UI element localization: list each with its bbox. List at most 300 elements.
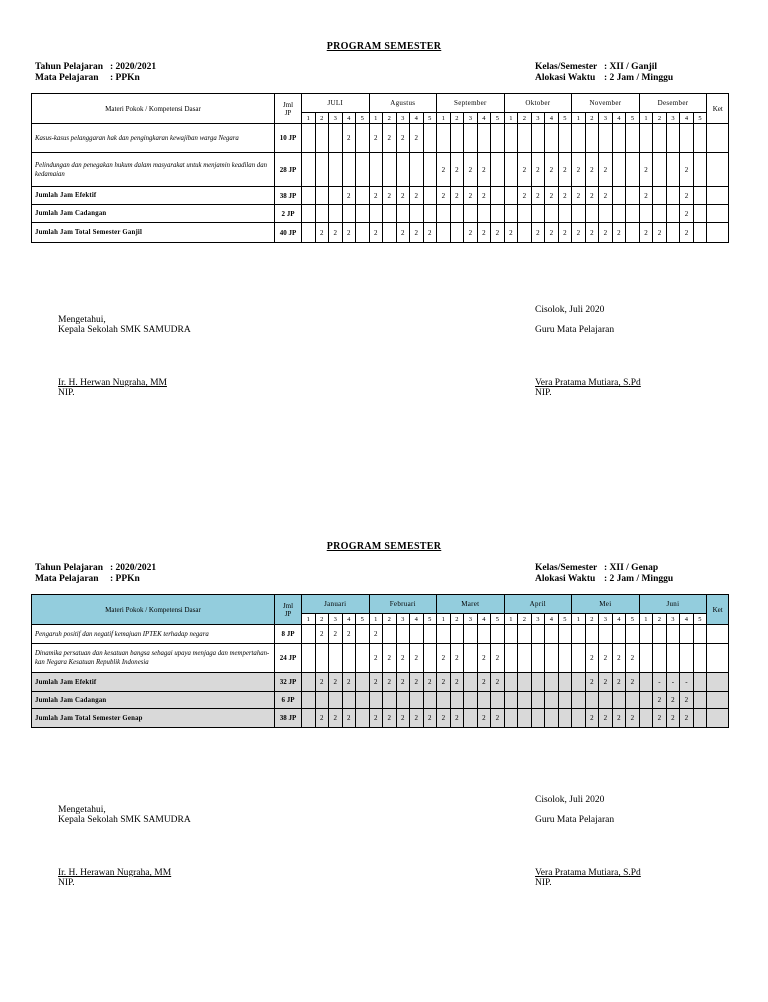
week-cell (558, 124, 572, 153)
week-cell: 2 (383, 124, 397, 153)
jml-jp-header (275, 595, 302, 625)
week-cell: 2 (329, 625, 343, 644)
week-cell (693, 124, 707, 153)
week-cell (491, 205, 505, 223)
week-cell: 2 (599, 709, 613, 728)
week-cell: 2 (315, 223, 329, 243)
materi-label: Pengaruh positif dan negatif kemajuan IPTEK terhadap negara (32, 625, 275, 644)
week-number: 2 (450, 614, 464, 625)
kepala-sekolah-label: Kepala Sekolah SMK SAMUDRA (58, 325, 191, 335)
week-cell (572, 124, 586, 153)
week-cell: 2 (464, 153, 478, 187)
week-cell (396, 625, 410, 644)
week-cell: 2 (491, 644, 505, 673)
table-header-row (32, 94, 729, 113)
week-cell (315, 153, 329, 187)
week-cell (585, 205, 599, 223)
week-cell (437, 124, 451, 153)
week-cell: 2 (437, 153, 451, 187)
week-cell (653, 625, 667, 644)
week-cell (369, 205, 383, 223)
week-cell (450, 205, 464, 223)
week-cell (342, 644, 356, 673)
week-number: 4 (680, 614, 694, 625)
week-cell (410, 153, 424, 187)
week-cell (315, 692, 329, 709)
week-cell: 2 (437, 709, 451, 728)
week-number: 2 (585, 614, 599, 625)
week-cell (572, 692, 586, 709)
week-cell (653, 153, 667, 187)
week-cell (477, 124, 491, 153)
week-cell: 2 (666, 692, 680, 709)
week-cell (666, 187, 680, 205)
week-number: 1 (504, 113, 518, 124)
week-number: 4 (410, 614, 424, 625)
week-cell (504, 124, 518, 153)
week-cell (504, 205, 518, 223)
week-cell (504, 673, 518, 692)
week-number: 1 (639, 614, 653, 625)
week-number: 3 (666, 614, 680, 625)
week-cell (599, 625, 613, 644)
week-cell: 2 (585, 644, 599, 673)
guru-name: Vera Pratama Mutiara, S.Pd (535, 378, 641, 388)
week-cell: 2 (450, 644, 464, 673)
guru-nip: NIP. (535, 878, 552, 888)
week-cell (572, 205, 586, 223)
week-number: 2 (653, 614, 667, 625)
week-cell: 2 (585, 223, 599, 243)
week-cell: 2 (437, 644, 451, 673)
week-cell: 2 (383, 187, 397, 205)
jp-label: JP (284, 108, 292, 117)
week-cell: 2 (599, 673, 613, 692)
week-cell: 2 (369, 709, 383, 728)
week-cell (545, 644, 559, 673)
week-number: 2 (518, 614, 532, 625)
jp-value: 40 JP (275, 223, 302, 243)
week-cell (315, 187, 329, 205)
week-cell (545, 205, 559, 223)
week-cell: 2 (342, 187, 356, 205)
week-number: 5 (558, 614, 572, 625)
week-number: 4 (612, 614, 626, 625)
week-number: 1 (369, 113, 383, 124)
page-title: PROGRAM SEMESTER (326, 41, 442, 52)
week-cell: 2 (653, 692, 667, 709)
week-cell (464, 124, 478, 153)
table-row (32, 124, 729, 153)
week-number: 2 (585, 113, 599, 124)
summary-label: Jumlah Jam Total Semester Genap (32, 709, 275, 728)
week-number: 2 (315, 614, 329, 625)
page-title: PROGRAM SEMESTER (326, 541, 442, 552)
materi-label: Dinamika persatuan dan kesatuan bangsa sebagai upaya menjaga dan mempertahan-kan Negara Kesatuan Republik Indonesia (32, 644, 275, 673)
week-cell (653, 124, 667, 153)
mata-pelajaran: Mata Pelajaran : PPKn (35, 73, 140, 83)
week-cell: 2 (558, 187, 572, 205)
week-number: 2 (315, 113, 329, 124)
week-cell (518, 223, 532, 243)
week-cell (545, 625, 559, 644)
week-cell (518, 644, 532, 673)
week-cell: 2 (518, 153, 532, 187)
table-header-row (32, 595, 729, 614)
ket-cell (707, 205, 729, 223)
place-date: Cisolok, Juli 2020 (535, 305, 605, 315)
summary-label: Jumlah Jam Total Semester Ganjil (32, 223, 275, 243)
kepala-sekolah-nip: NIP. (58, 388, 75, 398)
program-table (31, 93, 729, 243)
week-cell (599, 692, 613, 709)
week-number: 5 (423, 113, 437, 124)
week-cell: 2 (504, 223, 518, 243)
tahun-pelajaran: Tahun Pelajaran : 2020/2021 (35, 563, 157, 573)
week-cell (491, 124, 505, 153)
week-cell (626, 205, 640, 223)
week-cell (315, 124, 329, 153)
week-cell (680, 625, 694, 644)
week-cell (639, 709, 653, 728)
week-cell (504, 625, 518, 644)
week-number: 1 (504, 614, 518, 625)
week-number: 5 (356, 614, 370, 625)
mengetahui-label: Mengetahui, (58, 315, 106, 325)
week-cell (383, 223, 397, 243)
week-cell (626, 692, 640, 709)
week-cell (342, 205, 356, 223)
week-cell: 2 (396, 124, 410, 153)
week-cell (572, 709, 586, 728)
alokasi-waktu: Alokasi Waktu : 2 Jam / Minggu (535, 73, 674, 83)
week-cell: 2 (477, 223, 491, 243)
week-cell: 2 (464, 223, 478, 243)
mengetahui-label: Mengetahui, (58, 805, 106, 815)
week-cell (410, 205, 424, 223)
week-cell: 2 (477, 153, 491, 187)
week-cell: 2 (450, 709, 464, 728)
week-cell (450, 223, 464, 243)
week-cell (680, 124, 694, 153)
week-cell: 2 (680, 153, 694, 187)
month-header: Juni (639, 595, 707, 614)
week-cell (653, 644, 667, 673)
week-cell (518, 205, 532, 223)
jp-value: 38 JP (275, 187, 302, 205)
week-cell (585, 692, 599, 709)
week-cell (693, 673, 707, 692)
week-cell (315, 644, 329, 673)
week-cell: 2 (612, 223, 626, 243)
week-cell (302, 644, 316, 673)
month-header: JULI (302, 94, 370, 113)
week-cell: 2 (396, 223, 410, 243)
week-cell: - (680, 673, 694, 692)
week-cell (518, 124, 532, 153)
week-cell (518, 673, 532, 692)
week-cell (626, 625, 640, 644)
week-number: 3 (531, 113, 545, 124)
week-cell: 2 (518, 187, 532, 205)
week-number: 3 (396, 113, 410, 124)
week-cell (693, 625, 707, 644)
ket-cell (707, 692, 729, 709)
week-cell (680, 644, 694, 673)
week-cell: 2 (315, 709, 329, 728)
week-cell: - (666, 673, 680, 692)
week-cell (383, 692, 397, 709)
week-cell: 2 (450, 187, 464, 205)
week-cell (545, 673, 559, 692)
week-cell (356, 673, 370, 692)
week-cell: 2 (410, 124, 424, 153)
month-header: Mei (572, 595, 640, 614)
week-cell (302, 153, 316, 187)
week-number: 4 (545, 614, 559, 625)
week-cell: 2 (653, 709, 667, 728)
week-cell: 2 (545, 153, 559, 187)
week-cell: 2 (545, 187, 559, 205)
summary-label: Jumlah Jam Cadangan (32, 692, 275, 709)
week-cell: 2 (572, 153, 586, 187)
week-cell: 2 (369, 625, 383, 644)
ket-cell (707, 223, 729, 243)
week-cell (491, 187, 505, 205)
week-cell (477, 205, 491, 223)
jp-value: 24 JP (275, 644, 302, 673)
week-cell (302, 187, 316, 205)
week-number: 3 (599, 614, 613, 625)
week-cell: 2 (585, 187, 599, 205)
week-cell (423, 124, 437, 153)
week-cell (626, 153, 640, 187)
week-number: 3 (531, 614, 545, 625)
week-cell: 2 (612, 673, 626, 692)
week-cell: 2 (639, 223, 653, 243)
week-number: 5 (356, 113, 370, 124)
week-cell: 2 (585, 673, 599, 692)
week-cell (383, 625, 397, 644)
materi-header: Materi Pokok / Kompetensi Dasar (32, 94, 275, 124)
week-number: 5 (558, 113, 572, 124)
guru-label: Guru Mata Pelajaran (535, 325, 615, 335)
week-cell (531, 692, 545, 709)
week-number: 5 (626, 113, 640, 124)
week-cell (437, 223, 451, 243)
week-cell: 2 (491, 223, 505, 243)
kepala-sekolah-label: Kepala Sekolah SMK SAMUDRA (58, 815, 191, 825)
week-cell (666, 205, 680, 223)
week-cell: 2 (491, 673, 505, 692)
week-cell (653, 205, 667, 223)
week-cell (693, 153, 707, 187)
week-cell (383, 153, 397, 187)
week-cell (423, 205, 437, 223)
week-cell (423, 644, 437, 673)
jp-value: 8 JP (275, 625, 302, 644)
week-cell: 2 (558, 153, 572, 187)
kelas-semester: Kelas/Semester : XII / Ganjil (535, 62, 658, 72)
tahun-pelajaran: Tahun Pelajaran : 2020/2021 (35, 62, 157, 72)
week-cell: 2 (369, 187, 383, 205)
week-cell: 2 (423, 673, 437, 692)
week-cell (585, 124, 599, 153)
materi-header: Materi Pokok / Kompetensi Dasar (32, 595, 275, 625)
week-cell (315, 205, 329, 223)
month-header: Agustus (369, 94, 437, 113)
week-cell: 2 (315, 673, 329, 692)
table-row (32, 692, 729, 709)
jml-label: Jml (282, 100, 294, 109)
week-cell (558, 692, 572, 709)
week-cell: 2 (423, 223, 437, 243)
week-cell (302, 673, 316, 692)
week-cell (423, 187, 437, 205)
summary-label: Jumlah Jam Cadangan (32, 205, 275, 223)
jp-value: 28 JP (275, 153, 302, 187)
week-number: 4 (342, 614, 356, 625)
week-cell (572, 644, 586, 673)
week-number: 4 (410, 113, 424, 124)
program-table (31, 594, 729, 728)
week-cell: 2 (639, 187, 653, 205)
week-cell: 2 (626, 644, 640, 673)
week-cell (612, 153, 626, 187)
week-cell: 2 (653, 223, 667, 243)
week-cell: 2 (558, 223, 572, 243)
week-cell: 2 (342, 709, 356, 728)
week-cell (437, 625, 451, 644)
week-cell (639, 124, 653, 153)
week-cell: 2 (599, 153, 613, 187)
week-cell (464, 205, 478, 223)
week-cell (369, 692, 383, 709)
week-cell (329, 644, 343, 673)
week-cell (302, 205, 316, 223)
week-cell (329, 205, 343, 223)
week-cell: 2 (396, 709, 410, 728)
week-cell: 2 (369, 673, 383, 692)
week-number: 5 (491, 614, 505, 625)
week-cell: 2 (491, 709, 505, 728)
week-cell (626, 187, 640, 205)
week-cell: 2 (369, 644, 383, 673)
week-cell: 2 (437, 673, 451, 692)
week-cell (329, 187, 343, 205)
week-cell (464, 692, 478, 709)
guru-label: Guru Mata Pelajaran (535, 815, 615, 825)
week-number: 1 (302, 113, 316, 124)
place-date: Cisolok, Juli 2020 (535, 795, 605, 805)
week-cell (423, 625, 437, 644)
week-number: 3 (464, 614, 478, 625)
week-cell (356, 205, 370, 223)
week-number: 5 (423, 614, 437, 625)
week-cell: 2 (410, 644, 424, 673)
month-header: April (504, 595, 572, 614)
alokasi-waktu: Alokasi Waktu : 2 Jam / Minggu (535, 574, 674, 584)
week-cell (437, 692, 451, 709)
week-cell (639, 625, 653, 644)
jp-value: 38 JP (275, 709, 302, 728)
week-cell: 2 (383, 709, 397, 728)
week-cell (612, 124, 626, 153)
week-cell (693, 223, 707, 243)
week-number: 4 (477, 113, 491, 124)
week-number: 1 (437, 113, 451, 124)
week-cell (518, 625, 532, 644)
week-cell (491, 625, 505, 644)
ket-header: Ket (707, 94, 729, 124)
week-cell: 2 (477, 709, 491, 728)
week-cell: 2 (464, 187, 478, 205)
week-cell (531, 673, 545, 692)
week-number: 3 (396, 614, 410, 625)
week-cell: 2 (342, 223, 356, 243)
week-cell (545, 692, 559, 709)
week-number: 4 (477, 614, 491, 625)
week-cell (693, 644, 707, 673)
ket-cell (707, 124, 729, 153)
table-row (32, 625, 729, 644)
week-cell: 2 (626, 673, 640, 692)
week-cell (342, 153, 356, 187)
week-number: 2 (518, 113, 532, 124)
week-number: 4 (612, 113, 626, 124)
week-cell (545, 124, 559, 153)
week-cell: 2 (396, 644, 410, 673)
week-number: 3 (329, 113, 343, 124)
kepala-sekolah-name: Ir. H. Herawan Nugraha, MM (58, 868, 172, 878)
week-cell: 2 (626, 709, 640, 728)
week-cell (693, 692, 707, 709)
week-cell: 2 (410, 673, 424, 692)
week-cell (639, 692, 653, 709)
week-number: 2 (383, 113, 397, 124)
week-number: 5 (693, 614, 707, 625)
month-header: Oktober (504, 94, 572, 113)
week-cell: 2 (680, 692, 694, 709)
week-cell (639, 205, 653, 223)
jp-label: JP (284, 609, 292, 618)
week-cell: 2 (342, 124, 356, 153)
week-number: 1 (437, 614, 451, 625)
week-cell: 2 (450, 153, 464, 187)
month-header: November (572, 94, 640, 113)
week-cell (693, 187, 707, 205)
week-cell (558, 673, 572, 692)
week-cell (558, 709, 572, 728)
jp-value: 2 JP (275, 205, 302, 223)
week-number: 3 (599, 113, 613, 124)
week-cell: 2 (477, 187, 491, 205)
week-number: 2 (450, 113, 464, 124)
week-cell (504, 153, 518, 187)
week-cell (666, 625, 680, 644)
week-cell (693, 205, 707, 223)
week-cell (558, 205, 572, 223)
week-cell (531, 709, 545, 728)
week-cell (518, 692, 532, 709)
week-cell: 2 (437, 187, 451, 205)
week-cell (410, 625, 424, 644)
week-cell (302, 625, 316, 644)
week-cell (585, 625, 599, 644)
week-cell: 2 (680, 223, 694, 243)
week-cell (693, 709, 707, 728)
week-cell (639, 673, 653, 692)
